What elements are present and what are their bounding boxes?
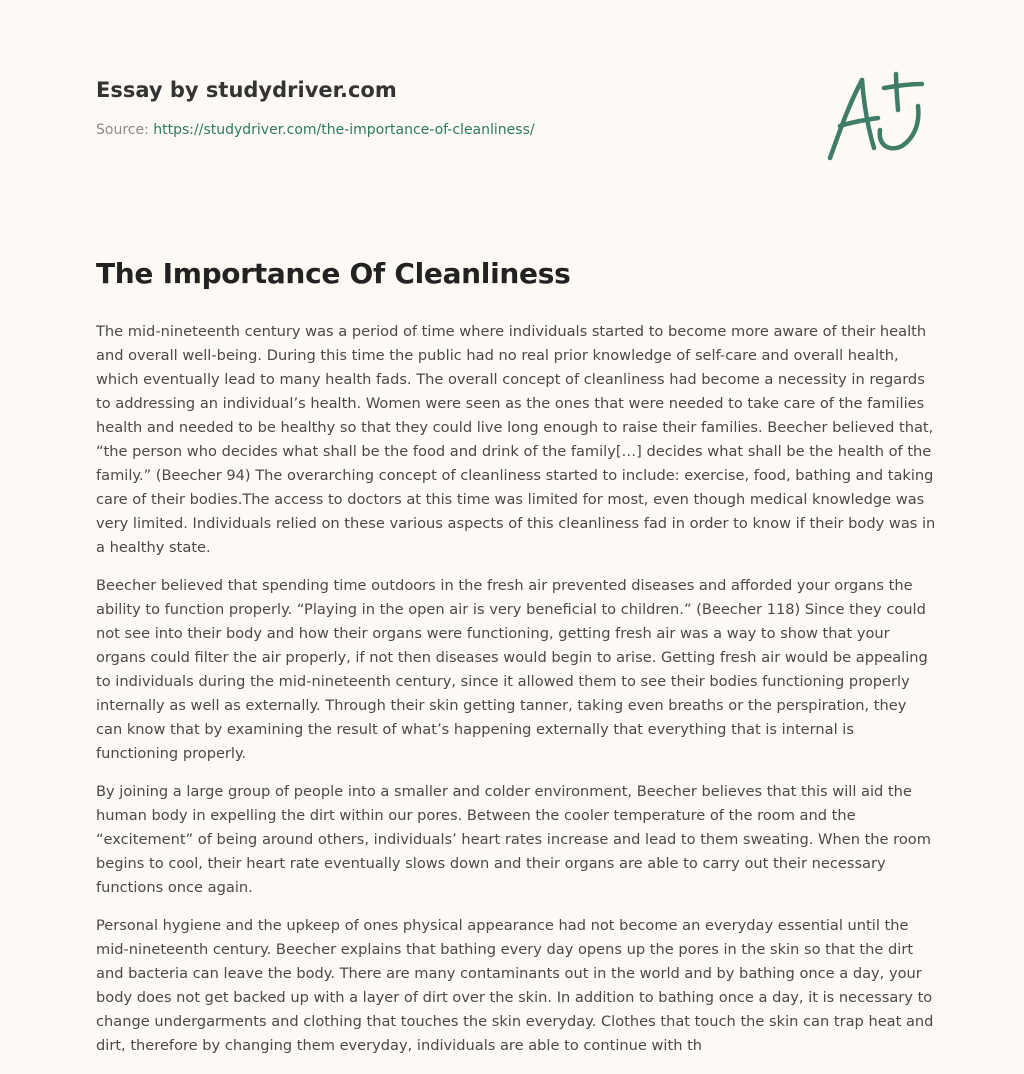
article-title: The Importance Of Cleanliness xyxy=(96,257,571,290)
essay-article xyxy=(96,252,936,1072)
site-title: Essay by studydriver.com xyxy=(96,78,397,102)
source-label: Source: xyxy=(96,122,154,138)
article-paragraph: The mid-nineteenth century was a period of time where individuals started to become more aware of their health and overall well-being. During this time the public had no real prior knowledge of self-care and overall health, which eventually lead to many health fads. The overall concept of cleanliness had become a necessity in regards to addressing an individual’s health. Women were seen as the ones that were needed to take care of the families health and needed to be healthy so that they could live long enough to raise their families. Beecher believed that, “the person who decides what shall be the food and drink of the family[…] decides what shall be the health of the family.” (Beecher 94) The overarching concept of cleanliness started to include: exercise, food, bathing and taking care of their bodies.The access to doctors at this time was limited for most, even though medical knowledge was very limited. Individuals relied on these various aspects of this cleanliness fad in order to know if their body was in a healthy state. xyxy=(96,323,936,556)
page-header xyxy=(96,72,796,140)
a-plus-logo-icon xyxy=(820,66,930,166)
source-link[interactable]: https://studydriver.com/the-importance-of-cleanliness/ xyxy=(153,122,535,138)
source-line xyxy=(96,120,796,140)
article-paragraph: Personal hygiene and the upkeep of ones physical appearance had not become an everyday essential until the mid-nineteenth century. Beecher explains that bathing every day opens up the pores in the skin so that the dirt and bacteria can leave the body. There are many contaminants out in the world and by bathing once a day, your body does not get backed up with a layer of dirt over the skin. In addition to bathing once a day, it is necessary to change undergarments and clothing that touches the skin everyday. Clothes that touch the skin can trap heat and dirt, therefore by changing them everyday, individuals are able to continue with th xyxy=(96,917,934,1054)
article-paragraph: Beecher believed that spending time outdoors in the fresh air prevented diseases and afforded your organs the ability to function properly. “Playing in the open air is very beneficial to children.” (Beecher 118) Since they could not see into their body and how their organs were functioning, getting fresh air was a way to show that your organs could filter the air properly, if not then diseases would begin to arise. Getting fresh air would be appealing to individuals during the mid-nineteenth century, since it allowed them to see their bodies functioning properly internally as well as externally. Through their skin getting tanner, taking even breaths or the perspiration, they can know that by examining the result of what’s happening externally that everything that is internal is functioning properly. xyxy=(96,577,928,762)
article-paragraph: By joining a large group of people into a smaller and colder environment, Beecher believes that this will aid the human body in expelling the dirt within our pores. Between the cooler temperature of the room and the “excitement” of being around others, individuals’ heart rates increase and lead to them sweating. When the room begins to cool, their heart rate eventually slows down and their organs are able to carry out their necessary functions once again. xyxy=(96,783,931,896)
